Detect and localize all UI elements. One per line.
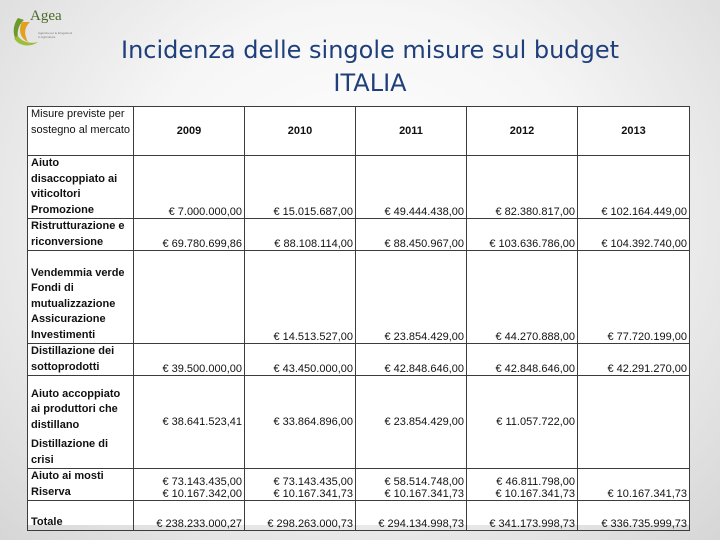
- value-cell: [467, 219, 578, 251]
- value: € 77.720.199,00: [607, 331, 687, 343]
- value-cell: [134, 501, 245, 531]
- value-cell: [467, 251, 578, 344]
- value-cell: [245, 156, 356, 219]
- value-cell: [578, 344, 690, 376]
- row-label: [28, 501, 134, 531]
- value: € 14.513.527,00: [273, 331, 353, 343]
- value: € 33.864.896,00: [273, 416, 353, 428]
- value: € 42.848.646,00: [384, 363, 464, 375]
- row-label: [28, 344, 134, 376]
- value: € 15.015.687,00: [273, 206, 353, 218]
- page-title: [60, 34, 680, 100]
- year-header: 2013: [578, 107, 690, 156]
- header-row: [28, 107, 690, 156]
- value: € 88.108.114,00: [274, 238, 353, 250]
- value-cell: [134, 156, 245, 219]
- logo-tagline: Agenzia per le Erogazioni in Agricoltura: [38, 31, 73, 39]
- value-cell: [356, 344, 467, 376]
- value-cell: [356, 376, 467, 469]
- value: € 341.173.998,73: [489, 518, 575, 530]
- table-row: [28, 376, 690, 469]
- value: € 42.291.270,00: [607, 363, 687, 375]
- year-header: 2009: [134, 107, 245, 156]
- value: € 49.444.438,00: [384, 206, 464, 218]
- label-line: Aiuto accoppiato ai produttori che distillano: [31, 387, 121, 431]
- year-header: 2011: [356, 107, 467, 156]
- value-cell: [578, 251, 690, 344]
- value-cell: [134, 344, 245, 376]
- table-row: [28, 469, 690, 501]
- budget-table-container: [27, 106, 689, 530]
- label-line: Ristrutturazione e riconversione: [31, 220, 125, 248]
- value-cell: [134, 251, 245, 344]
- label-line: Aiuto ai mosti: [31, 470, 104, 482]
- year-header: 2012: [467, 107, 578, 156]
- value-cell: [134, 376, 245, 469]
- value: € 11.057.722,00: [496, 416, 575, 428]
- value: € 298.263.000,73: [267, 518, 353, 530]
- value-cell: [356, 501, 467, 531]
- value-cell: [467, 501, 578, 531]
- logo-name: Agea: [30, 8, 62, 24]
- table-row: [28, 344, 690, 376]
- label-line: Riserva: [31, 485, 71, 498]
- value: € 7.000.000,00: [168, 206, 242, 218]
- value-cell: [578, 469, 690, 501]
- value: € 82.380.817,00: [495, 206, 575, 218]
- table-row: [28, 219, 690, 251]
- corner-header: Misure previste per sostegno al mercato: [28, 107, 134, 156]
- value-cell: [245, 251, 356, 344]
- value: € 46.811.798,00: [496, 476, 575, 488]
- row-label: [28, 219, 134, 251]
- value: € 10.167.342,00: [162, 488, 242, 500]
- value-cell: [134, 219, 245, 251]
- value-cell: [245, 376, 356, 469]
- table-row: [28, 251, 690, 344]
- title-line-2: ITALIA: [333, 69, 407, 97]
- value: € 43.450.000,00: [273, 363, 353, 375]
- value: € 238.233.000,27: [156, 518, 242, 530]
- value: € 102.164.449,00: [601, 206, 687, 218]
- value: € 10.167.341,73: [384, 488, 464, 500]
- value-cell: [356, 156, 467, 219]
- label-line: Distillazione dei sottoprodotti: [31, 345, 115, 373]
- value-cell: [134, 469, 245, 501]
- value: € 336.735.999,73: [601, 518, 687, 530]
- value-cell: [356, 251, 467, 344]
- value-cell: [356, 219, 467, 251]
- row-label: [28, 156, 134, 219]
- value: € 69.780.699,86: [162, 238, 242, 250]
- value-cell: [245, 219, 356, 251]
- row-label: [28, 251, 134, 344]
- label-line: Promozione: [31, 203, 94, 216]
- value: € 104.392.740,00: [601, 238, 687, 250]
- label-line: Vendemmia verde: [31, 266, 125, 279]
- value-cell: [245, 344, 356, 376]
- label-line: Aiuto disaccoppiato ai viticoltori: [31, 157, 118, 200]
- value: € 73.143.435,00: [162, 476, 242, 488]
- value: € 103.636.786,00: [489, 238, 575, 250]
- value: € 73.143.435,00: [273, 476, 353, 488]
- value: € 44.270.888,00: [495, 331, 575, 343]
- value: € 39.500.000,00: [162, 363, 242, 375]
- value: € 23.854.429,00: [384, 331, 464, 343]
- value: € 10.167.341,73: [495, 488, 575, 500]
- value-cell: [245, 469, 356, 501]
- value: € 88.450.967,00: [384, 238, 464, 250]
- value: € 10.167.341,73: [607, 488, 687, 500]
- label-line: Assicurazione: [31, 313, 106, 325]
- value-cell: [578, 156, 690, 219]
- value-cell: [467, 156, 578, 219]
- value-cell: [578, 501, 690, 531]
- title-line-1: Incidenza delle singole misure sul budget: [121, 36, 619, 64]
- table-row: [28, 156, 690, 219]
- label-line: Distillazione di crisi: [31, 438, 109, 466]
- value-cell: [467, 344, 578, 376]
- value-cell: [467, 376, 578, 469]
- row-label: [28, 376, 134, 469]
- value-cell: [578, 376, 690, 469]
- row-label: [28, 469, 134, 501]
- value-cell: [245, 501, 356, 531]
- value: € 10.167.341,73: [273, 488, 353, 500]
- label-line: Investimenti: [31, 328, 96, 341]
- value: € 294.134.998,73: [378, 518, 464, 530]
- label-line: Totale: [31, 515, 63, 528]
- year-header: 2010: [245, 107, 356, 156]
- value: € 23.854.429,00: [384, 416, 464, 428]
- value: € 58.514.748,00: [384, 476, 464, 488]
- total-row: [28, 501, 690, 531]
- value-cell: [467, 469, 578, 501]
- budget-table: [27, 106, 690, 531]
- value: € 38.641.523,41: [162, 416, 242, 428]
- label-line: Fondi di mutualizzazione: [31, 282, 116, 310]
- value-cell: [356, 469, 467, 501]
- value: € 42.848.646,00: [495, 363, 575, 375]
- value-cell: [578, 219, 690, 251]
